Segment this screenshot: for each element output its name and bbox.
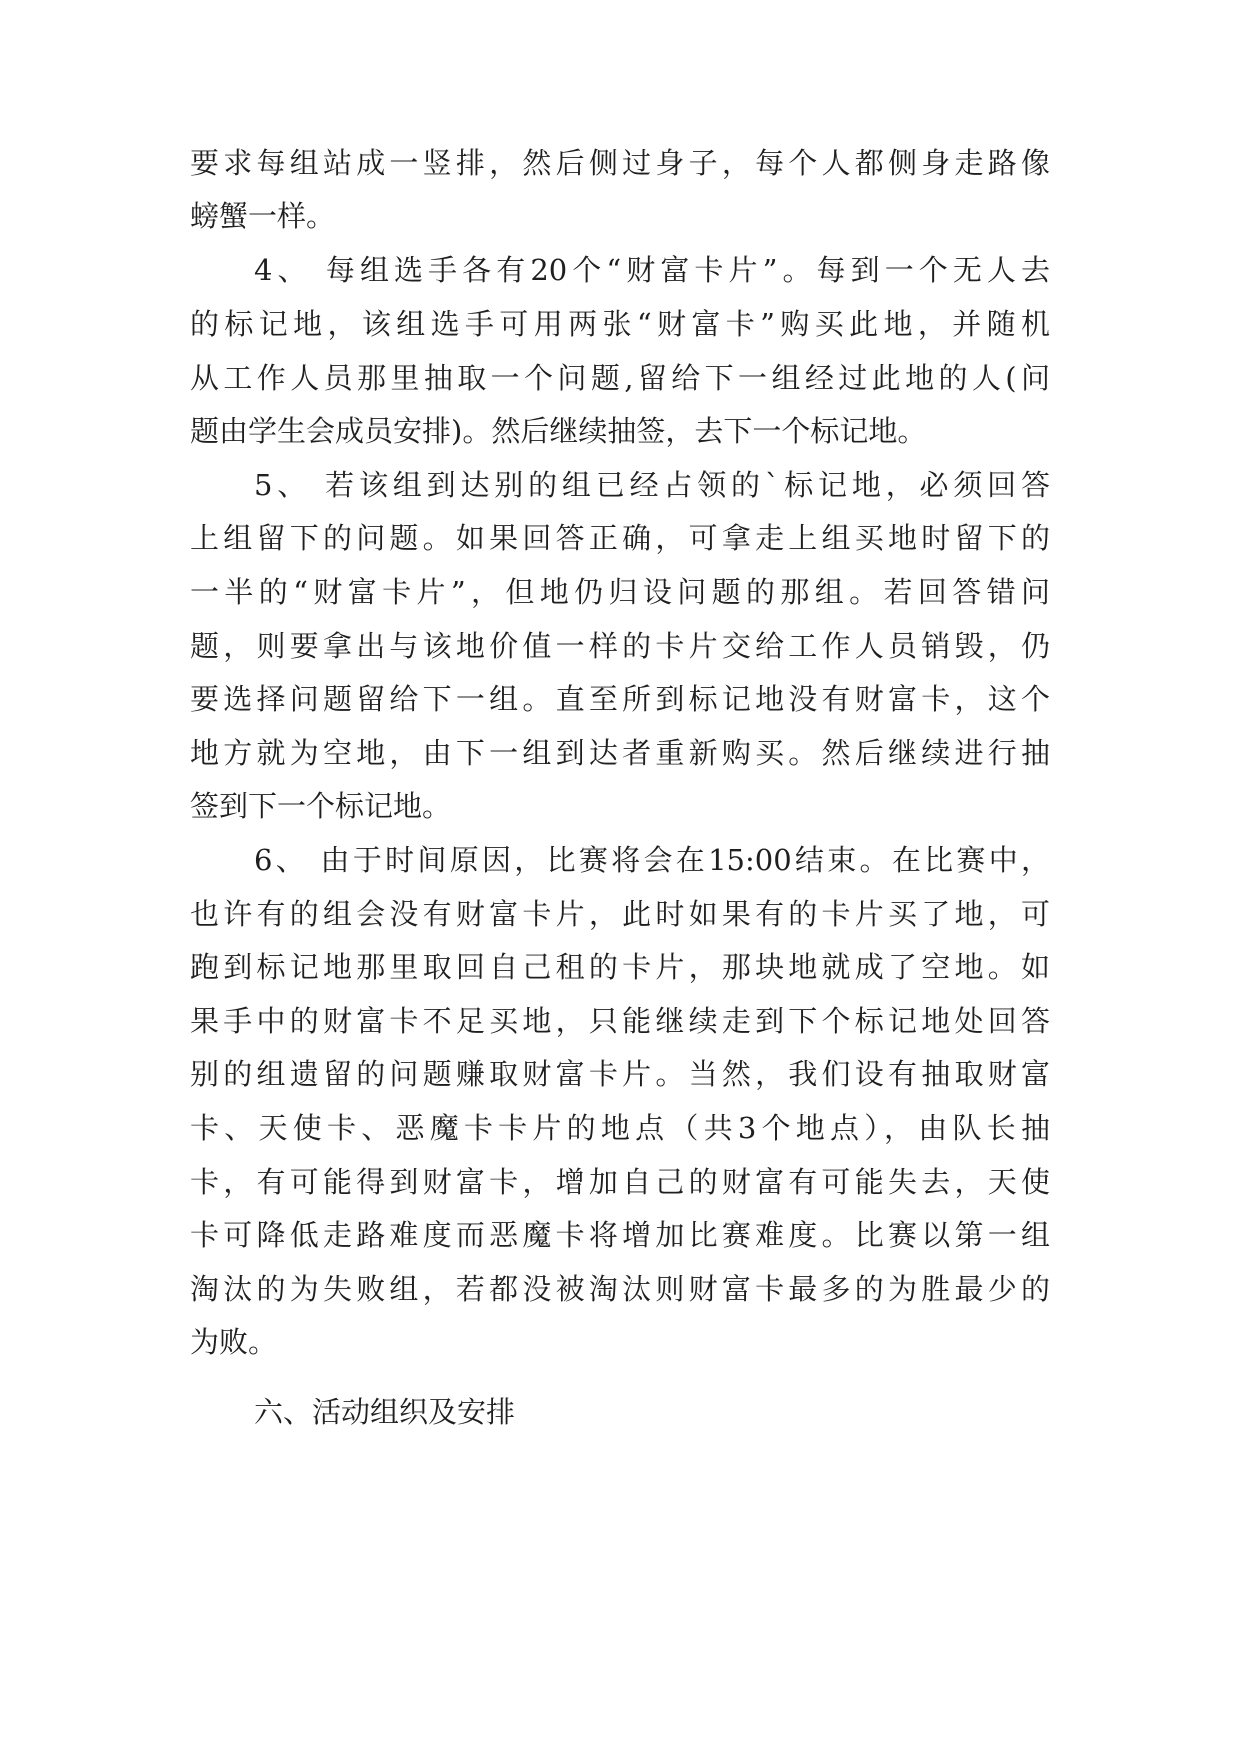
section-heading: 六、活动组织及安排 xyxy=(254,1395,516,1429)
item-5-line-3: 一半的“财富卡片”，但地仍归设问题的那组。若回答错问 xyxy=(190,575,1050,609)
item-5-line-2: 上组留下的问题。如果回答正确，可拿走上组买地时留下的 xyxy=(190,521,1050,555)
item-5-line-6: 地方就为空地，由下一组到达者重新购买。然后继续进行抽 xyxy=(190,736,1050,770)
item-6-line-9: 淘汰的为失败组，若都没被淘汰则财富卡最多的为胜最少的 xyxy=(190,1272,1050,1306)
item-4-line-1: 4、 每组选手各有20个“财富卡片”。每到一个无人去 xyxy=(254,253,1050,287)
item-5-line-1: 5、 若该组到达别的组已经占领的`标记地，必须回答 xyxy=(254,468,1050,502)
item-6-line-7: 卡，有可能得到财富卡，增加自己的财富有可能失去，天使 xyxy=(190,1165,1050,1199)
paragraph-1-line-1: 要求每组站成一竖排，然后侧过身子，每个人都侧身走路像 xyxy=(190,146,1050,180)
item-4-line-2: 的标记地，该组选手可用两张“财富卡”购买此地，并随机 xyxy=(190,307,1050,341)
item-6-line-8: 卡可降低走路难度而恶魔卡将增加比赛难度。比赛以第一组 xyxy=(190,1218,1050,1252)
item-6-line-10: 为败。 xyxy=(190,1325,278,1359)
item-4-line-4: 题由学生会成员安排)。然后继续抽签，去下一个标记地。 xyxy=(190,414,927,448)
item-6-line-1: 6、 由于时间原因，比赛将会在15:00结束。在比赛中， xyxy=(254,843,1050,877)
item-6-line-5: 别的组遗留的问题赚取财富卡片。当然，我们设有抽取财富 xyxy=(190,1057,1050,1091)
item-6-line-3: 跑到标记地那里取回自己租的卡片，那块地就成了空地。如 xyxy=(190,950,1050,984)
item-5-line-7: 签到下一个标记地。 xyxy=(190,789,452,823)
item-6-line-6: 卡、天使卡、恶魔卡卡片的地点（共3个地点），由队长抽 xyxy=(190,1111,1050,1145)
item-6-line-2: 也许有的组会没有财富卡片，此时如果有的卡片买了地，可 xyxy=(190,897,1050,931)
item-5-line-5: 要选择问题留给下一组。直至所到标记地没有财富卡，这个 xyxy=(190,682,1050,716)
paragraph-1-line-2: 螃蟹一样。 xyxy=(190,199,336,233)
item-5-line-4: 题，则要拿出与该地价值一样的卡片交给工作人员销毁，仍 xyxy=(190,629,1050,663)
item-4-line-3: 从工作人员那里抽取一个问题,留给下一组经过此地的人(问 xyxy=(190,361,1050,395)
item-6-line-4: 果手中的财富卡不足买地，只能继续走到下个标记地处回答 xyxy=(190,1004,1050,1038)
